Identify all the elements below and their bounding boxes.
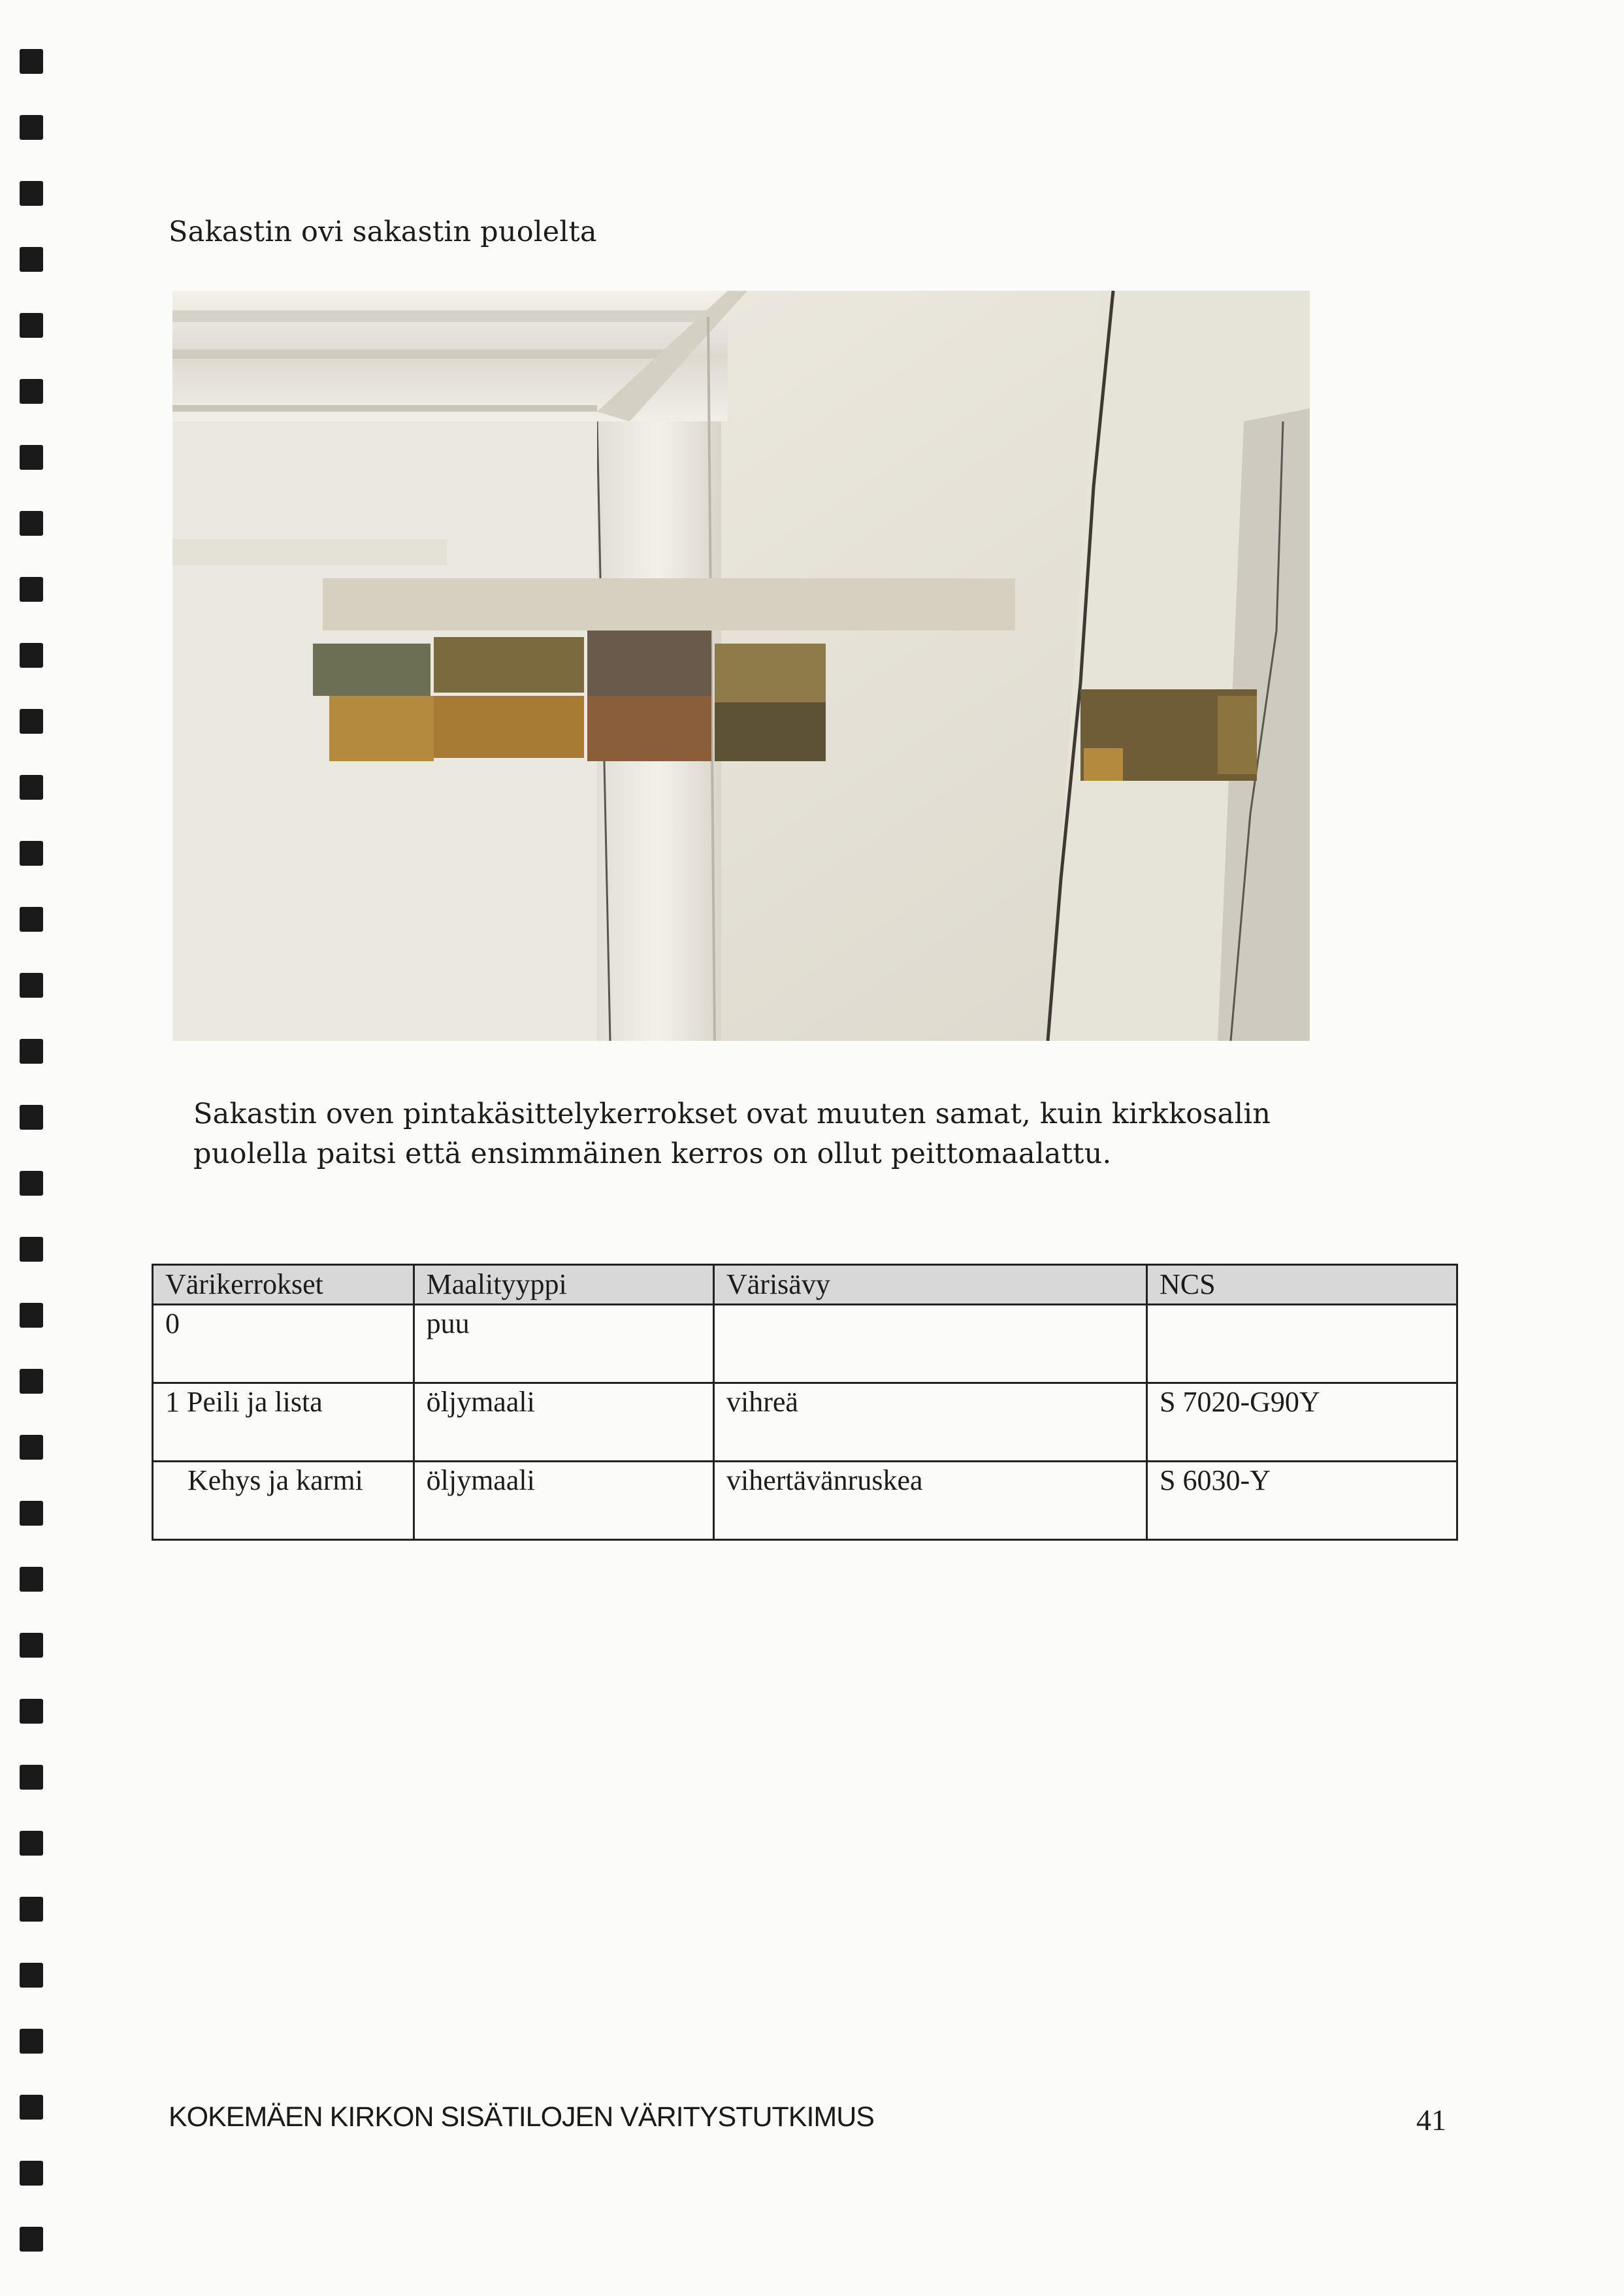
binding-hole xyxy=(20,445,43,470)
table-row xyxy=(153,1462,1457,1540)
binding-hole xyxy=(20,1567,43,1592)
door-photo xyxy=(172,291,1310,1041)
binding-hole xyxy=(20,1369,43,1394)
binding-hole xyxy=(20,973,43,998)
cell-layer: 1 Peili ja lista xyxy=(153,1383,414,1462)
page-number: 41 xyxy=(1416,2103,1446,2137)
binding-hole xyxy=(20,1237,43,1262)
table-row xyxy=(153,1305,1457,1383)
header-layers: Värikerrokset xyxy=(153,1265,414,1305)
cell-layer: 0 xyxy=(153,1305,414,1383)
binding-hole xyxy=(20,907,43,932)
cell-shade: vihreä xyxy=(713,1383,1146,1462)
cell-shade xyxy=(713,1305,1146,1383)
binding-hole xyxy=(20,1633,43,1658)
header-paint-type: Maalityyppi xyxy=(414,1265,713,1305)
cell-layer: Kehys ja karmi xyxy=(153,1462,414,1540)
binding-hole xyxy=(20,2227,43,2252)
binding-hole xyxy=(20,49,43,74)
binding-hole xyxy=(20,1039,43,1064)
binding-hole xyxy=(20,2029,43,2054)
binding-hole xyxy=(20,709,43,734)
spiral-binding xyxy=(0,0,52,2296)
binding-hole xyxy=(20,1171,43,1196)
binding-hole xyxy=(20,643,43,668)
binding-hole xyxy=(20,577,43,602)
header-ncs: NCS xyxy=(1146,1265,1457,1305)
binding-hole xyxy=(20,115,43,140)
cell-ncs: S 6030-Y xyxy=(1146,1462,1457,1540)
description-line-1: Sakastin oven pintakäsittelykerrokset ovat muuten samat, kuin kirkkosalin xyxy=(193,1098,1271,1130)
binding-hole xyxy=(20,1897,43,1922)
binding-hole xyxy=(20,247,43,272)
cell-paint-type: puu xyxy=(414,1305,713,1383)
binding-hole xyxy=(20,2161,43,2186)
description-text xyxy=(193,1094,1369,1174)
binding-hole xyxy=(20,181,43,206)
binding-hole xyxy=(20,841,43,866)
binding-hole xyxy=(20,1435,43,1460)
cell-paint-type: öljymaali xyxy=(414,1462,713,1540)
table-row xyxy=(153,1383,1457,1462)
binding-hole xyxy=(20,1765,43,1790)
table-header-row xyxy=(153,1265,1457,1305)
binding-hole xyxy=(20,1303,43,1328)
cell-ncs xyxy=(1146,1305,1457,1383)
cell-ncs: S 7020-G90Y xyxy=(1146,1383,1457,1462)
binding-hole xyxy=(20,2095,43,2120)
cell-shade: vihertävänruskea xyxy=(713,1462,1146,1540)
binding-hole xyxy=(20,1501,43,1526)
binding-hole xyxy=(20,1831,43,1856)
cell-paint-type: öljymaali xyxy=(414,1383,713,1462)
description-line-2: puolella paitsi että ensimmäinen kerros on ollut peittomaalattu. xyxy=(193,1138,1112,1170)
header-shade: Värisävy xyxy=(713,1265,1146,1305)
binding-hole xyxy=(20,313,43,338)
binding-hole xyxy=(20,379,43,404)
paint-layers-table xyxy=(152,1264,1458,1541)
binding-hole xyxy=(20,1105,43,1130)
binding-hole xyxy=(20,511,43,536)
binding-hole xyxy=(20,1699,43,1724)
binding-hole xyxy=(20,1963,43,1988)
binding-hole xyxy=(20,775,43,800)
door-photo-illustration xyxy=(172,291,1310,1041)
photo-caption: Sakastin ovi sakastin puolelta xyxy=(169,216,597,248)
footer-title: KOKEMÄEN KIRKON SISÄTILOJEN VÄRITYSTUTKIMUS xyxy=(169,2101,874,2133)
